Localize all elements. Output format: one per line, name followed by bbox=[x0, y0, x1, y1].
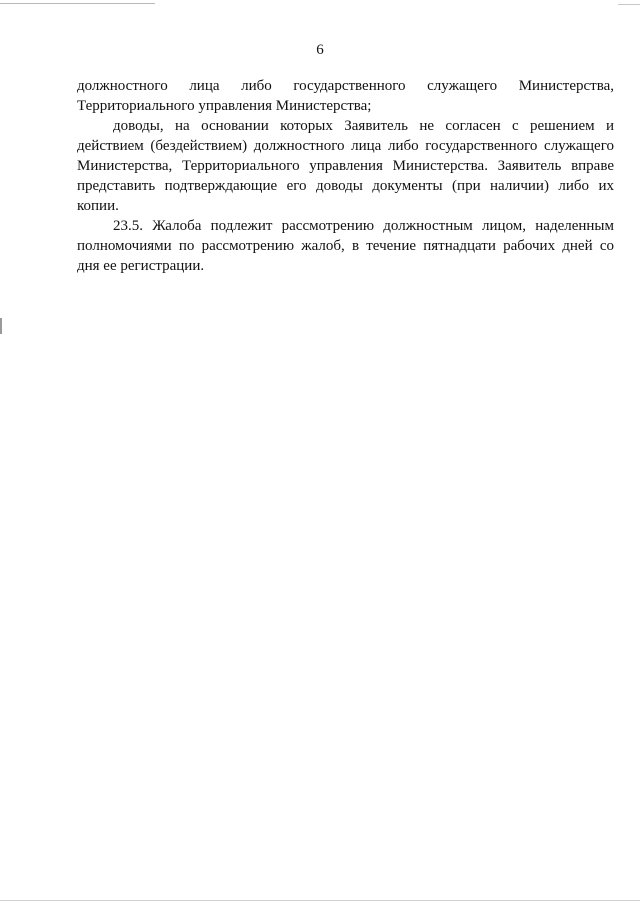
text-line: доводы, на основании которых Заявитель не согласен с решением и bbox=[113, 118, 614, 134]
text-line: копии. bbox=[77, 198, 119, 214]
paragraph-1 bbox=[77, 76, 614, 116]
text-line: должностного лица либо государственного служащего Министерства, bbox=[77, 78, 614, 94]
document-body bbox=[77, 76, 614, 276]
scan-edge-line bbox=[0, 3, 155, 4]
scan-margin-mark bbox=[0, 318, 2, 334]
text-line: дня ее регистрации. bbox=[77, 258, 205, 274]
scan-edge-mark bbox=[618, 4, 640, 5]
text-line: 23.5. Жалоба подлежит рассмотрению должностным лицом, наделенным bbox=[113, 218, 614, 234]
paragraph-2 bbox=[77, 116, 614, 216]
text-line: Министерства, Территориального управления Министерства. Заявитель вправе bbox=[77, 158, 614, 174]
page-number: 6 bbox=[316, 42, 324, 58]
text-line: представить подтверждающие его доводы документы (при наличии) либо их bbox=[77, 178, 614, 194]
text-line: полномочиями по рассмотрению жалоб, в течение пятнадцати рабочих дней со bbox=[77, 238, 614, 254]
text-line: Территориального управления Министерства; bbox=[77, 98, 372, 114]
paragraph-3 bbox=[77, 216, 614, 276]
text-line: действием (бездействием) должностного лица либо государственного служащего bbox=[77, 138, 614, 154]
scan-bottom-edge bbox=[0, 900, 640, 901]
